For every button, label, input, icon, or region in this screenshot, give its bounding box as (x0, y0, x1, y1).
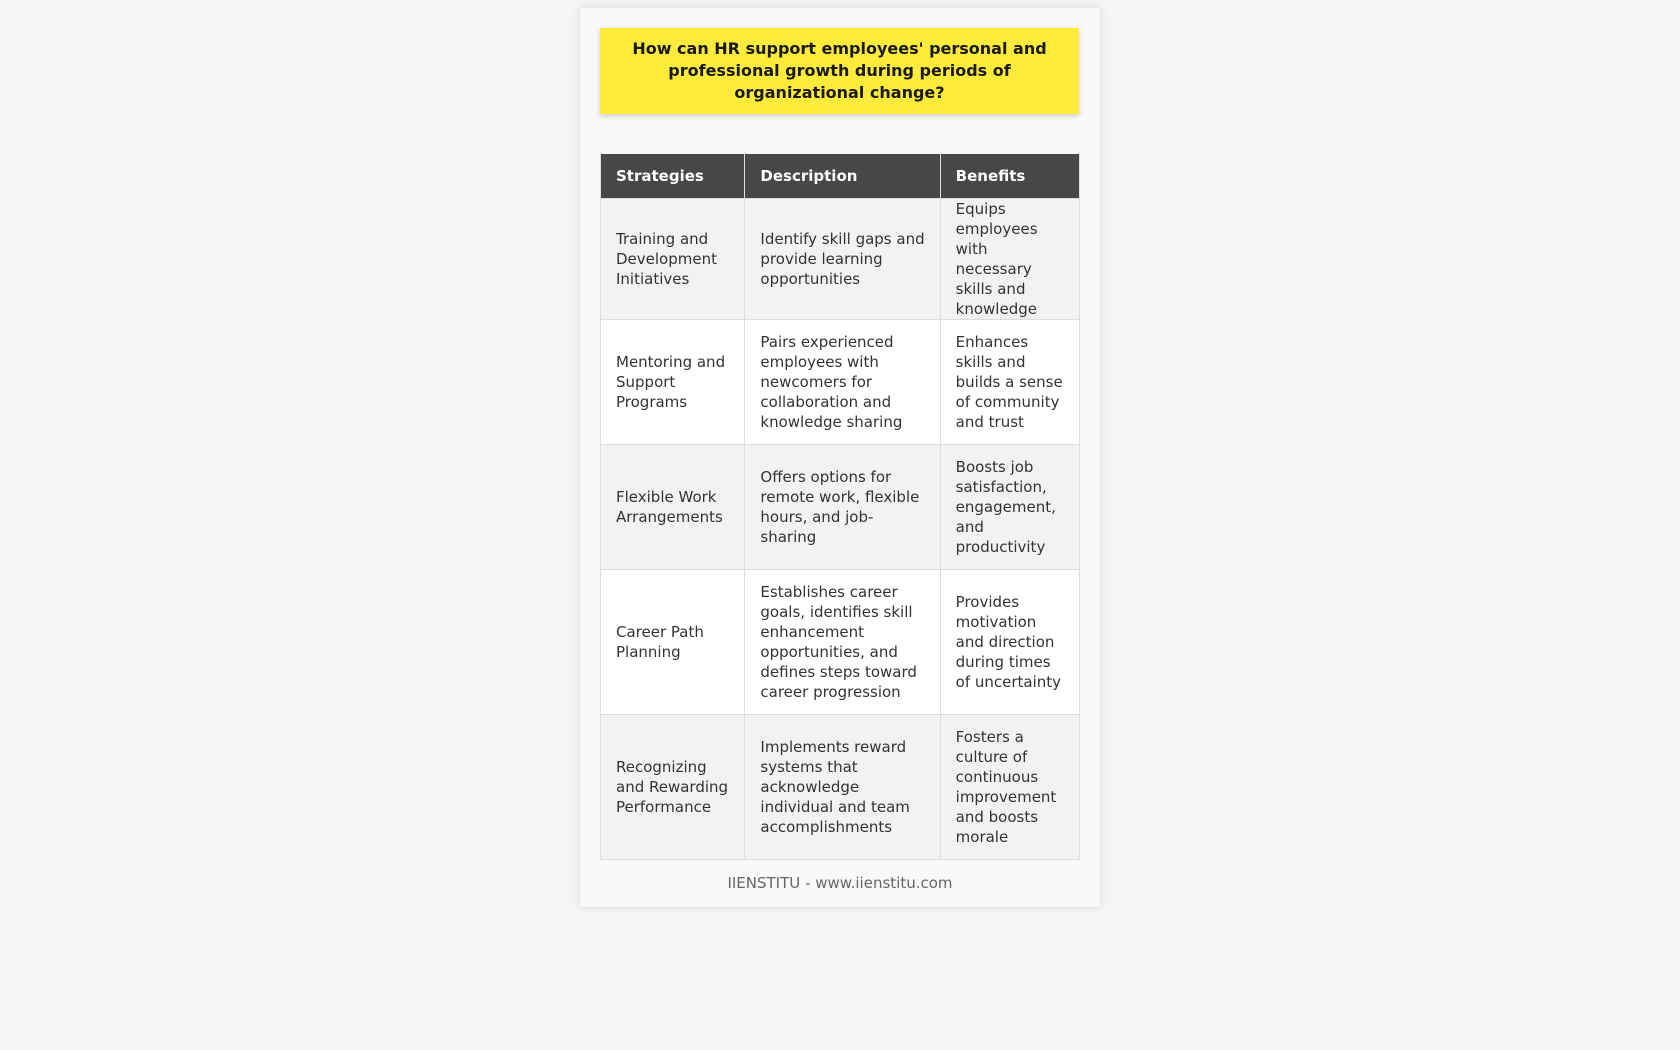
table-row (601, 445, 1080, 570)
description-cell: Establishes career goals, identifies skill enhancement opportunities, and defines steps toward career progression (745, 570, 940, 715)
table-row (601, 715, 1080, 860)
table-header-row (601, 154, 1080, 199)
header-benefits: Benefits (940, 154, 1079, 199)
benefits-cell: Provides motivation and direction during times of uncertainty (940, 570, 1079, 715)
description-cell: Pairs experienced employees with newcomers for collaboration and knowledge sharing (745, 320, 940, 445)
title-banner (600, 28, 1079, 114)
benefits-cell: Boosts job satisfaction, engagement, and productivity (940, 445, 1079, 570)
header-description: Description (745, 154, 940, 199)
table-row (601, 320, 1080, 445)
page-title: How can HR support employees' personal and professional growth during periods of organizational change? (632, 39, 1047, 102)
benefits-cell: Equips employees with necessary skills and knowledge (940, 199, 1079, 320)
strategy-cell: Flexible Work Arrangements (601, 445, 745, 570)
strategy-cell: Recognizing and Rewarding Performance (601, 715, 745, 860)
header-strategies: Strategies (601, 154, 745, 199)
description-cell: Identify skill gaps and provide learning opportunities (745, 199, 940, 320)
description-cell: Offers options for remote work, flexible hours, and job-sharing (745, 445, 940, 570)
strategy-cell: Career Path Planning (601, 570, 745, 715)
strategy-cell: Training and Development Initiatives (601, 199, 745, 320)
strategy-cell: Mentoring and Support Programs (601, 320, 745, 445)
content-card (580, 8, 1100, 907)
benefits-cell: Fosters a culture of continuous improvement and boosts morale (940, 715, 1079, 860)
benefits-cell: Enhances skills and builds a sense of community and trust (940, 320, 1079, 445)
description-cell: Implements reward systems that acknowledge individual and team accomplishments (745, 715, 940, 860)
table-row (601, 570, 1080, 715)
footer-credit: IIENSTITU - www.iienstitu.com (727, 874, 953, 892)
strategies-table (600, 154, 1080, 860)
table-row (601, 199, 1080, 320)
